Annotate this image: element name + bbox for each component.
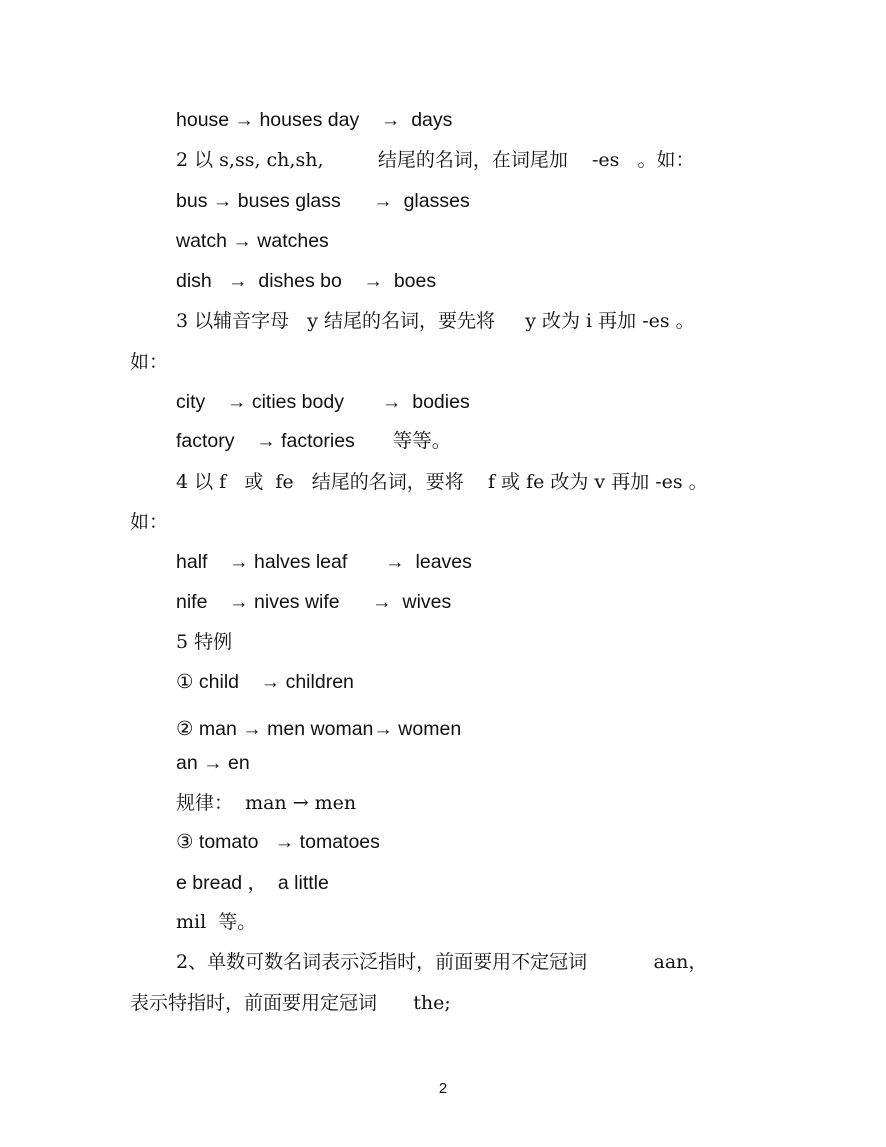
text-line-11: 如： bbox=[130, 511, 169, 533]
text-line-22: 2、单数可数名词表示泛指时，前面要用不定冠词 aan， bbox=[176, 951, 708, 973]
text-line-10: 4 以 f 或 fe 结尾的名词，要将 f 或 fe 改为 v 再加 -es 。 bbox=[176, 471, 708, 493]
text-line-6: 3 以辅音字母 y 结尾的名词，要先将 y 改为 i 再加 -es 。 bbox=[176, 310, 695, 332]
text-line-12: half → halves leaf → leaves bbox=[176, 551, 472, 573]
page-number: 2 bbox=[438, 1080, 448, 1097]
text-line-19: ③ tomato → tomatoes bbox=[176, 831, 380, 853]
text-line-4: watch → watches bbox=[176, 230, 329, 252]
text-line-5: dish → dishes bo → boes bbox=[176, 270, 437, 292]
text-line-8: city → cities body → bodies bbox=[176, 391, 470, 413]
text-line-15: ① child → children bbox=[176, 671, 354, 693]
text-line-3: bus → buses glass → glasses bbox=[176, 190, 470, 212]
text-line-2: 2 以 s,ss, ch,sh, 结尾的名词，在词尾加 -es 。如： bbox=[176, 149, 695, 171]
text-line-21: mil 等。 bbox=[176, 911, 257, 933]
text-line-17: an → en bbox=[176, 752, 250, 774]
text-line-9: factory → factories 等等。 bbox=[176, 430, 452, 452]
text-line-7: 如： bbox=[130, 351, 169, 373]
text-line-20: e bread ， a little bbox=[176, 872, 329, 894]
text-line-23: 表示特指时，前面要用定冠词 the; bbox=[130, 992, 451, 1014]
text-line-13: nife → nives wife → wives bbox=[176, 591, 452, 613]
text-line-1: house → houses day → days bbox=[176, 109, 453, 131]
text-line-14: 5 特例 bbox=[176, 631, 233, 653]
text-line-16: ② man → men woman→ women bbox=[176, 718, 462, 740]
text-line-18: 规律： man → men bbox=[176, 792, 357, 814]
